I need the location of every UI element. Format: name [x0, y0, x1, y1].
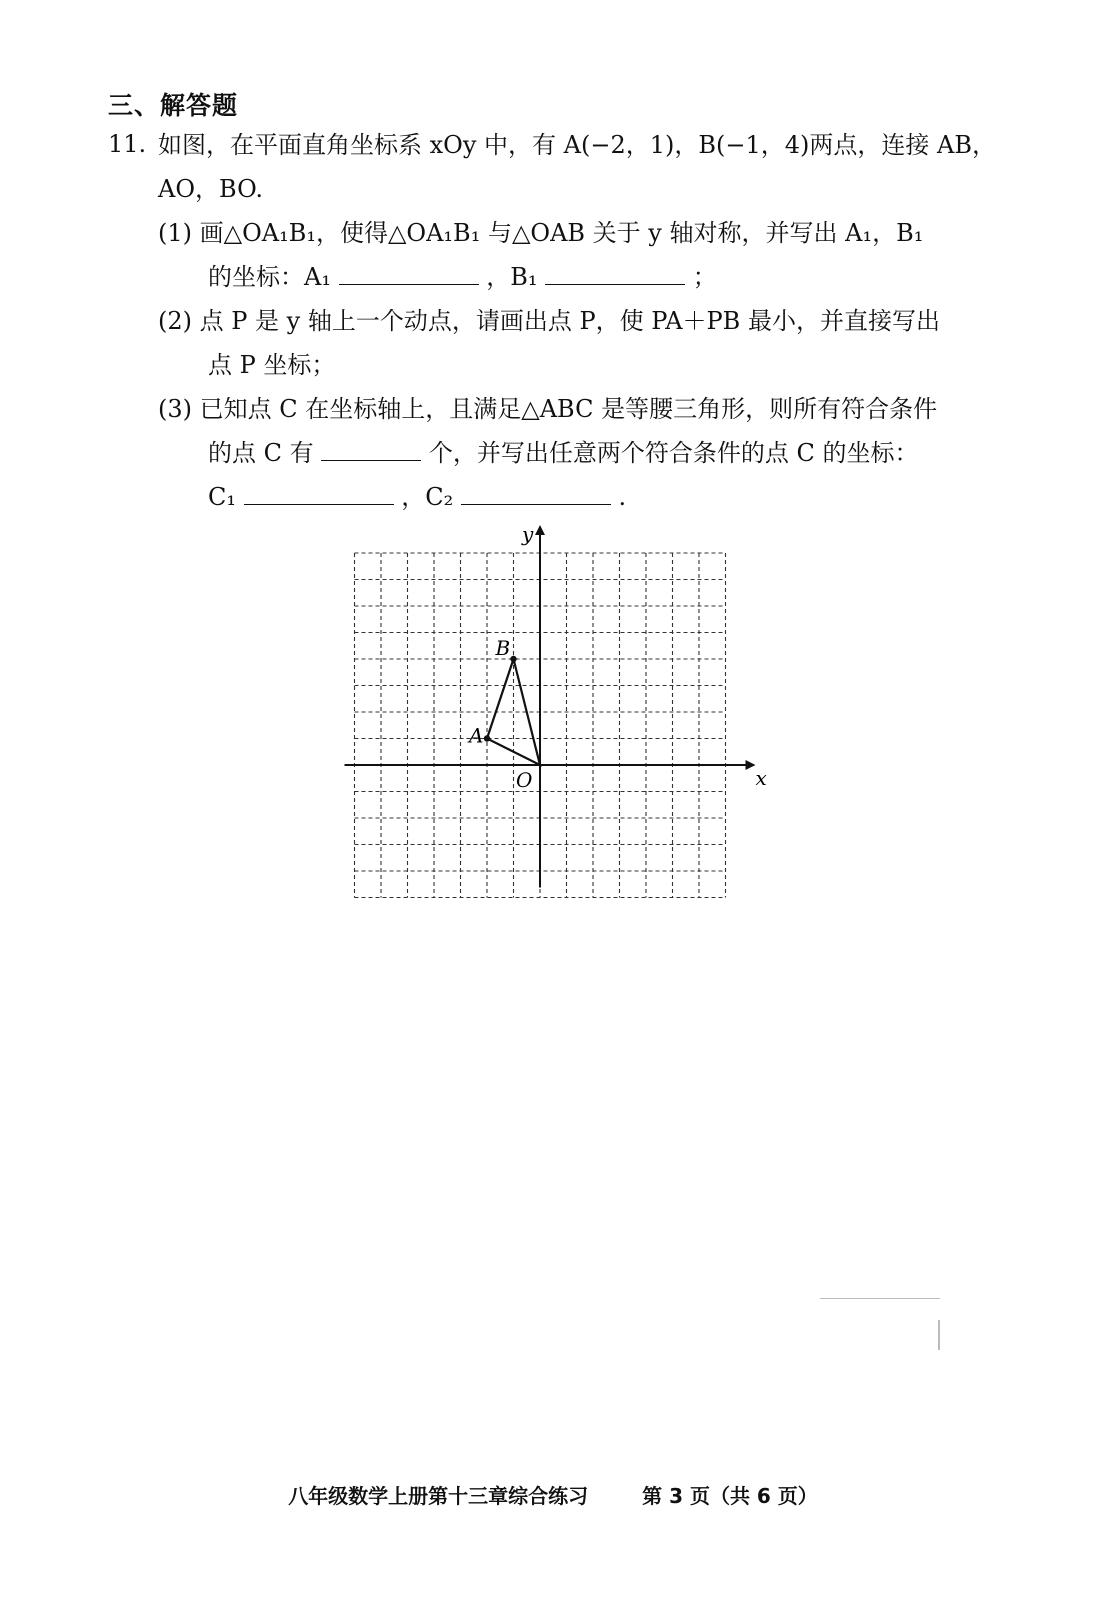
page-footer — [0, 1480, 1106, 1509]
point-b-dot — [510, 656, 516, 662]
part3-line2 — [208, 438, 919, 468]
answer-blank-count[interactable] — [321, 438, 421, 461]
x-axis-arrow — [746, 760, 756, 770]
part2-line1: (2) 点 P 是 y 轴上一个动点，请画出点 P，使 PA＋PB 最小，并直接写出 — [158, 307, 940, 335]
scan-artifact-line — [820, 1298, 940, 1299]
part1-b1-label: ，B₁ — [486, 263, 538, 291]
part3-c2-label: ，C₂ — [401, 483, 454, 511]
part3-line3 — [208, 482, 626, 512]
part3-c1-label: C₁ — [208, 483, 236, 511]
answer-blank-c1[interactable] — [244, 482, 394, 505]
part3-count-suffix: 个，并写出任意两个符合条件的点 C 的坐标： — [428, 439, 919, 467]
part1-end-punct: ； — [692, 263, 717, 291]
answer-blank-c2[interactable] — [461, 482, 611, 505]
part1-a1-label: 的坐标：A₁ — [208, 263, 331, 291]
point-a-label: A — [469, 723, 484, 748]
part3-line1: (3) 已知点 C 在坐标轴上，且满足△ABC 是等腰三角形，则所有符合条件 — [158, 395, 938, 423]
question-stem-line2: AO，BO. — [158, 175, 263, 203]
origin-label: O — [516, 768, 533, 792]
part3-end-punct: . — [618, 483, 627, 511]
footer-page-number: 第 3 页（共 6 页） — [642, 1484, 818, 1508]
footer-book-title: 八年级数学上册第十三章综合练习 — [288, 1484, 589, 1508]
answer-blank-a1[interactable] — [339, 262, 479, 285]
part2-line2: 点 P 坐标； — [208, 351, 336, 379]
y-axis-arrow — [535, 525, 545, 535]
answer-blank-b1[interactable] — [545, 262, 685, 285]
part3-count-prefix: 的点 C 有 — [208, 439, 314, 467]
y-axis-label: y — [522, 522, 534, 546]
question-number: 11. — [108, 130, 147, 158]
coordinate-grid-figure — [330, 522, 770, 922]
point-b-label: B — [495, 636, 511, 660]
section-title: 三、解答题 — [108, 91, 239, 120]
scan-artifact-tick — [938, 1320, 940, 1350]
part1-line1: (1) 画△OA₁B₁，使得△OA₁B₁ 与△OAB 关于 y 轴对称，并写出 A₁，B₁ — [158, 219, 924, 247]
part1-line2 — [208, 262, 717, 292]
x-axis-label: x — [755, 766, 767, 790]
question-stem-line1: 如图，在平面直角坐标系 xOy 中，有 A(−2，1)，B(−1，4)两点，连接 AB， — [158, 131, 996, 159]
point-a-dot — [484, 735, 490, 741]
triangle-oab — [484, 656, 540, 765]
